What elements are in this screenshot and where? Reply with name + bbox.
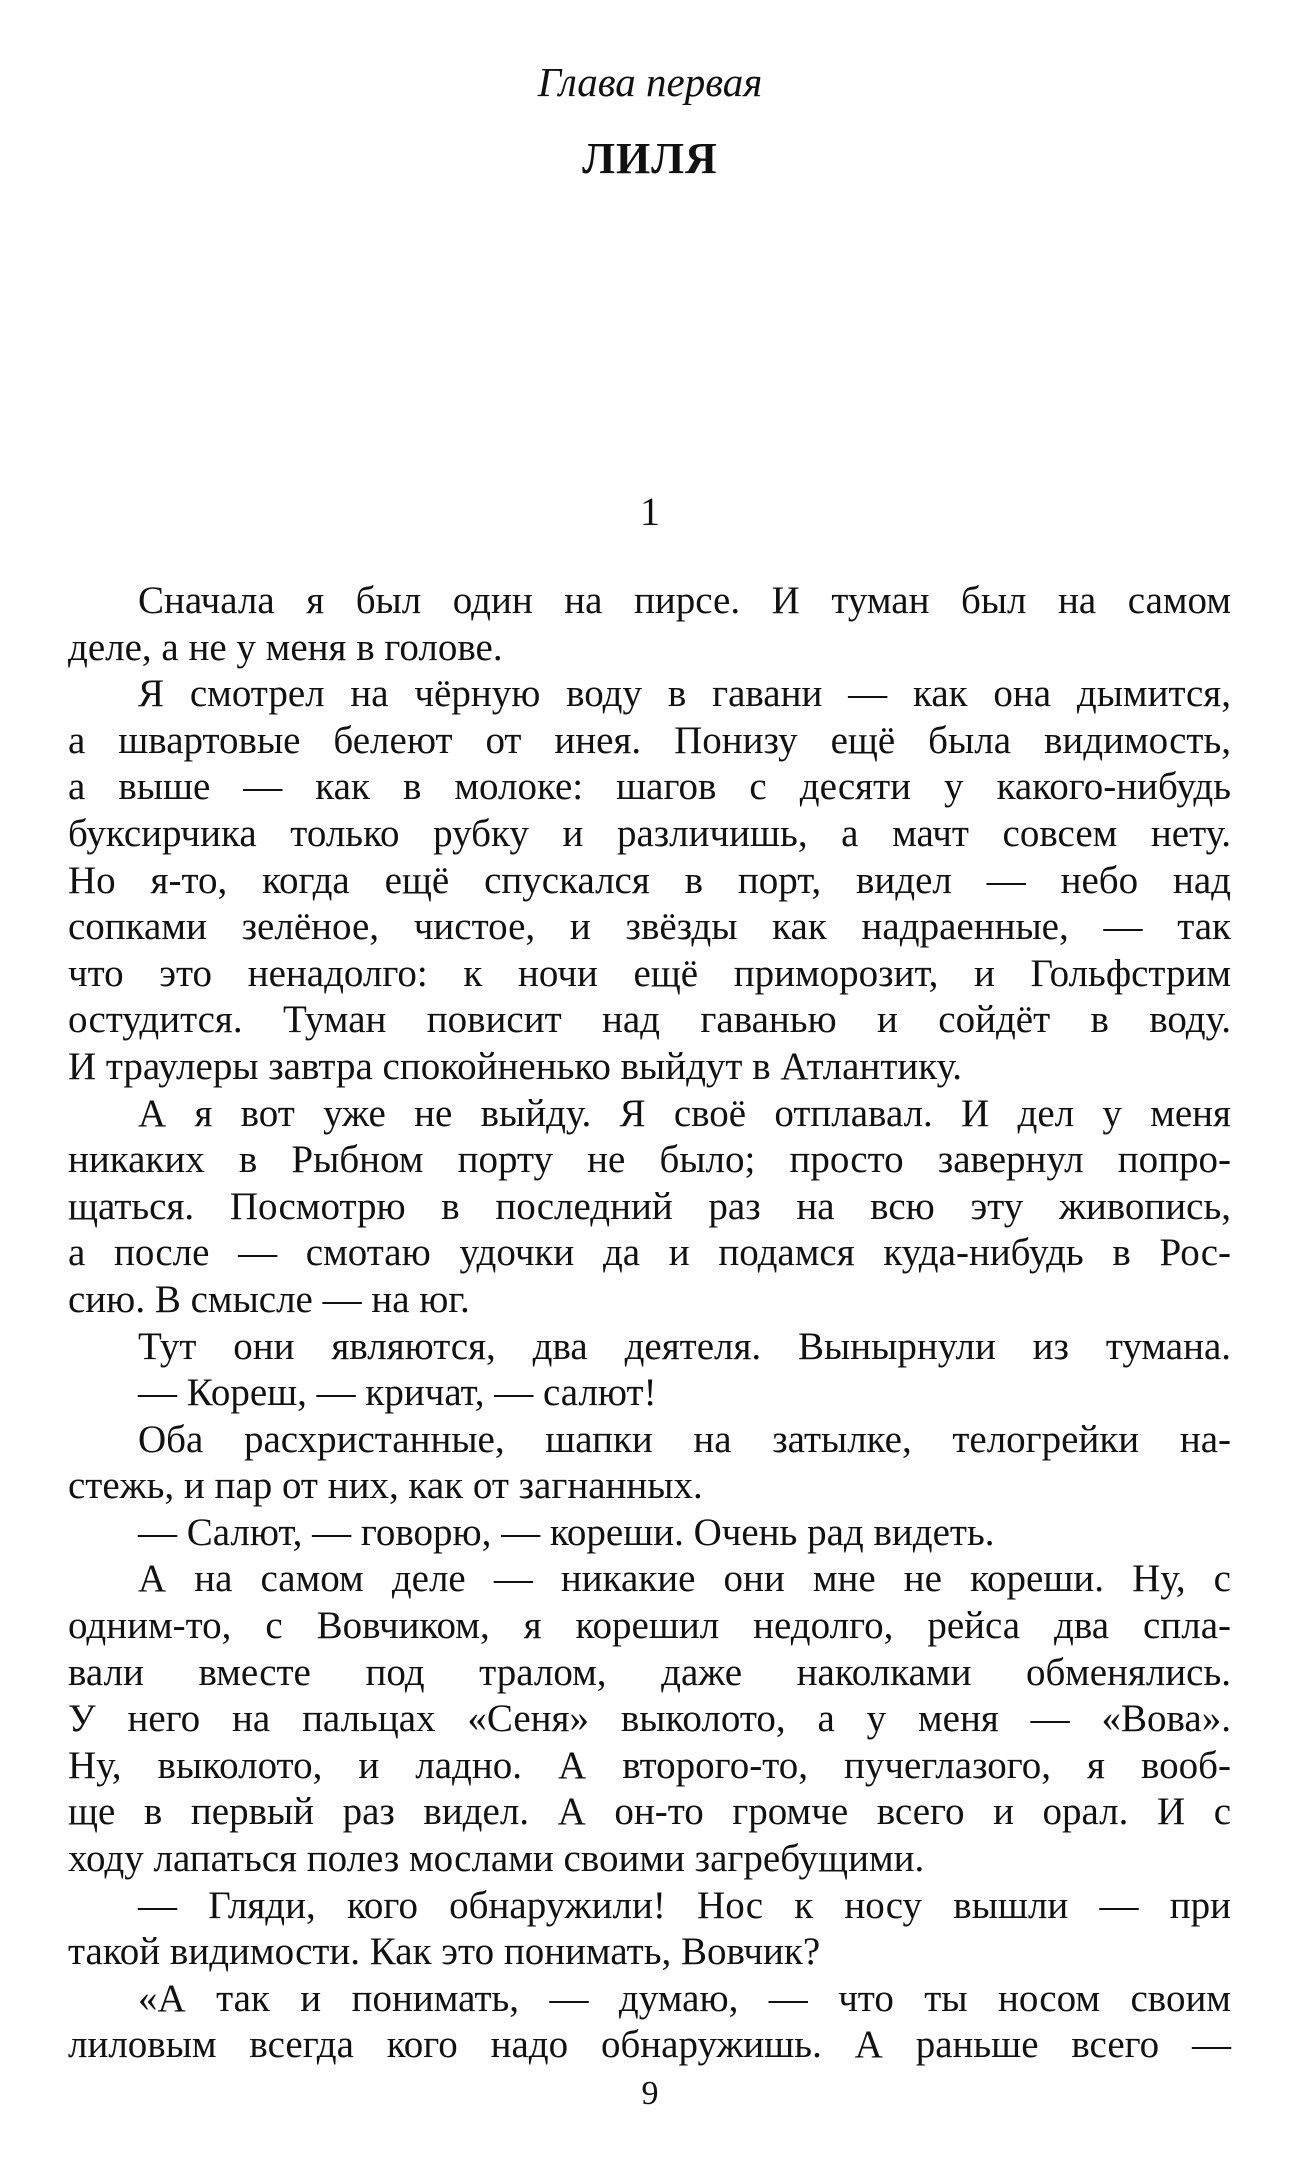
text-line: ходу лапаться полез мослами своими загребущими. (68, 1837, 925, 1881)
text-line: Ну, выколото, и ладно. А второго-то, пучеглазого, я вооб- (68, 1743, 1231, 1787)
section-number: 1 (640, 489, 660, 534)
text-line: У него на пальцах «Сеня» выколото, а у меня — «Вова». (68, 1697, 1231, 1741)
text-line: — Кореш, — кричат, — салют! (138, 1371, 657, 1415)
page-number: 9 (641, 2075, 659, 2112)
text-line: лиловым всегда кого надо обнаружишь. А раньше всего — (68, 2023, 1231, 2067)
text-line: остудится. Туман повисит над гаванью и сойдёт в воду. (68, 998, 1231, 1042)
text-line: стежь, и пар от них, как от загнанных. (68, 1464, 703, 1508)
text-line: такой видимости. Как это понимать, Вовчик? (68, 1930, 821, 1974)
text-line: а выше — как в молоке: шагов с десяти у какого-нибудь (68, 765, 1231, 809)
text-line: одним-то, с Вовчиком, я корешил недолго, рейса два спла- (68, 1604, 1231, 1648)
text-line: буксирчика только рубку и различишь, а мачт совсем нету. (68, 811, 1231, 855)
text-line: деле, а не у меня в голове. (68, 625, 503, 669)
text-line: сопками зелёное, чистое, и звёзды как надраенные, — так (68, 905, 1231, 949)
text-line: что это ненадолго: к ночи ещё приморозит, и Гольфстрим (68, 951, 1231, 995)
text-line: ще в первый раз видел. А он-то громче всего и орал. И с (68, 1790, 1231, 1834)
text-line: Тут они являются, два деятеля. Вынырнули из тумана. (138, 1324, 1231, 1368)
text-line: Сначала я был один на пирсе. И туман был на самом (138, 579, 1231, 622)
text-line: «А так и понимать, — думаю, — что ты носом своим (138, 1976, 1231, 2020)
chapter-title: ЛИЛЯ (582, 134, 718, 183)
chapter-label: Глава первая (537, 59, 763, 105)
text-line: а после — смотаю удочки да и подамся куда-нибудь в Рос- (68, 1231, 1231, 1275)
text-line: сию. В смысле — на юг. (68, 1277, 470, 1321)
text-line: Но я-то, когда ещё спускался в порт, видел — небо над (68, 858, 1231, 902)
text-line: А я вот уже не выйду. Я своё отплавал. И дел у меня (138, 1091, 1231, 1135)
text-line: И траулеры завтра спокойненько выйдут в Атлантику. (68, 1044, 962, 1088)
text-line: — Гляди, кого обнаружили! Нос к носу вышли — при (138, 1883, 1231, 1927)
text-line: вали вместе под тралом, даже наколками обменялись. (68, 1650, 1231, 1694)
body-text (68, 578, 1231, 2069)
text-line: щаться. Посмотрю в последний раз на всю эту живопись, (68, 1184, 1231, 1228)
text-line: никаких в Рыбном порту не было; просто завернул попро- (68, 1138, 1231, 1182)
text-line: Оба расхристанные, шапки на затылке, телогрейки на- (138, 1417, 1231, 1461)
text-line: А на самом деле — никакие они мне не кореши. Ну, с (138, 1557, 1231, 1601)
text-line: а швартовые белеют от инея. Понизу ещё была видимость, (68, 718, 1231, 762)
text-line: Я смотрел на чёрную воду в гавани — как она дымится, (138, 672, 1231, 716)
text-line: — Салют, — говорю, — кореши. Очень рад видеть. (138, 1510, 995, 1554)
